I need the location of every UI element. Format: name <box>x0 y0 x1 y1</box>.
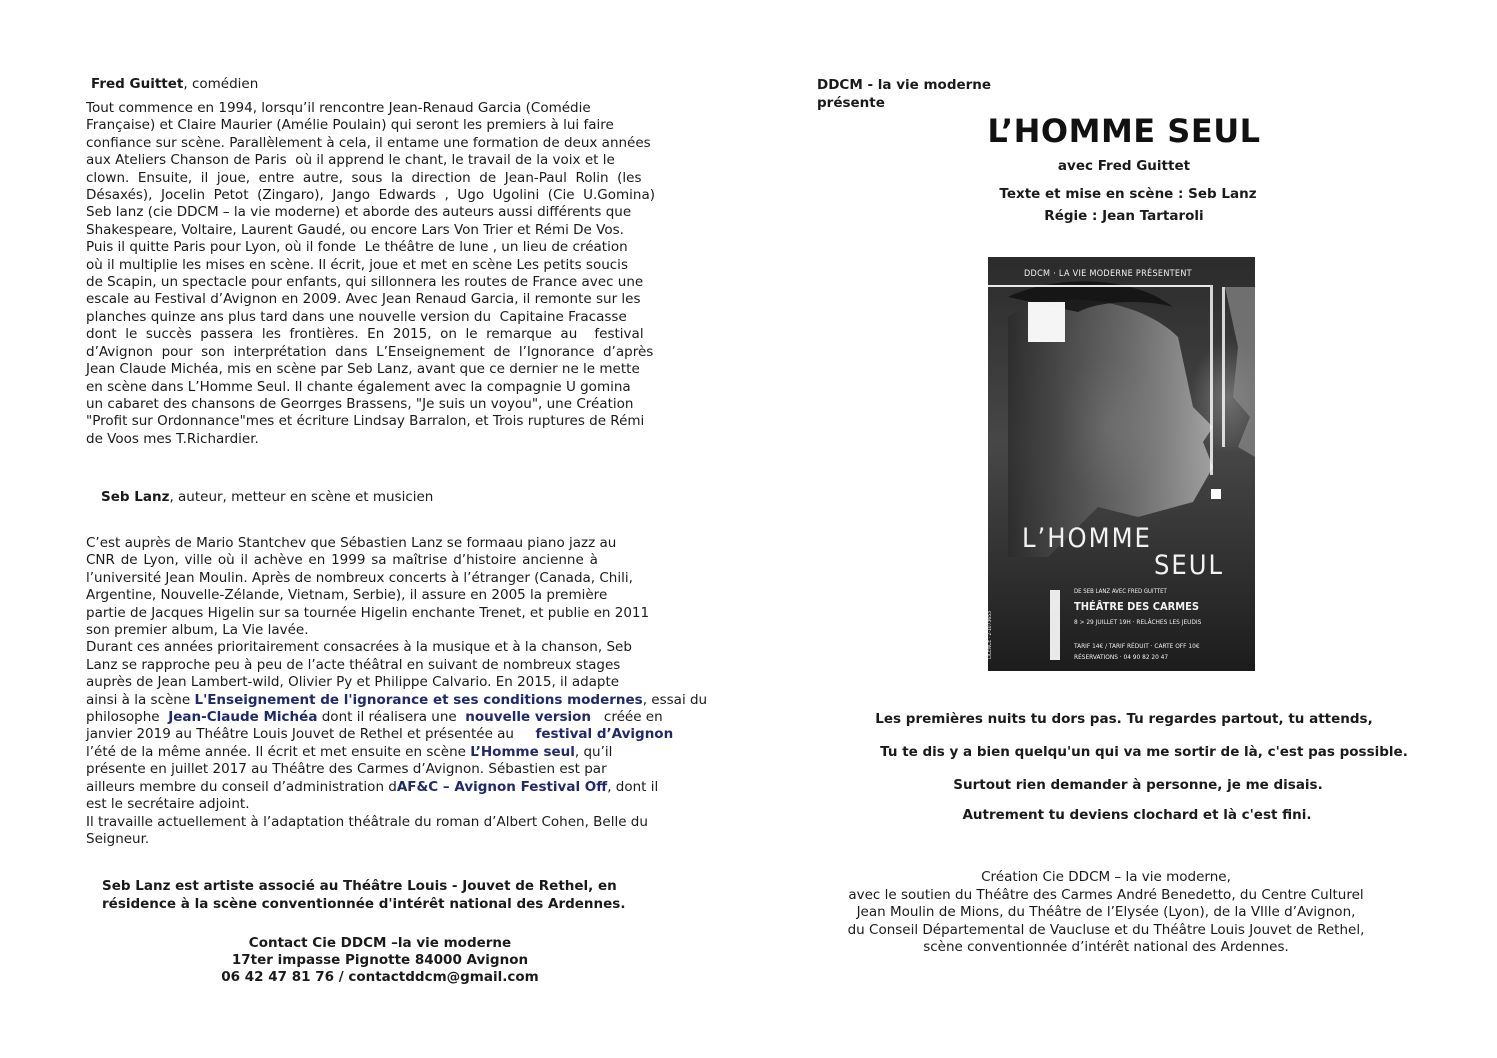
seb-bio-line: Argentine, Nouvelle-Zélande, Vietnam, Serbie), il assure en 2005 la première <box>86 587 608 604</box>
fred-bio <box>86 100 712 448</box>
poster-title-line2: SEUL <box>1154 550 1225 581</box>
fred-heading <box>91 76 258 93</box>
seb-bio-line: est le secrétaire adjoint. <box>86 796 250 813</box>
seb-bio-line: janvier 2019 au Théâtre Louis Jouvet de Rethel et présentée au festival d’Avignon <box>86 726 674 743</box>
fred-bio-line: un cabaret des chansons de Georrges Brassens, "Je suis un voyou", une Création <box>86 395 634 412</box>
seb-heading <box>101 489 433 506</box>
poster-credits: DE SEB LANZ AVEC FRED GUITTET <box>1074 588 1167 595</box>
seb-bio-line: C’est auprès de Mario Stantchev que Sébastien Lanz se formaau piano jazz au <box>86 535 617 551</box>
poster-license: LICENCE · 2-1073653 <box>986 611 993 659</box>
fred-bio-line: en scène dans L’Homme Seul. Il chante également avec la compagnie U gomina <box>86 378 631 395</box>
fred-bio-line: Désaxés), Jocelin Petot (Zingaro), Jango Edwards , Ugo Ugolini (Cie U.Gomina) <box>86 187 656 204</box>
fred-bio-line: aux Ateliers Chanson de Paris où il apprend le chant, le travail de la voix et le <box>86 152 615 169</box>
seb-bio-line: l’été de la même année. Il écrit et met ensuite en scène L’Homme seul, qu’il <box>86 743 613 760</box>
poster-title-line1: L’HOMME <box>1022 523 1152 554</box>
seb-bio-line: présente en juillet 2017 au Théâtre des Carmes d’Avignon. Sébastien est par <box>86 761 607 778</box>
fred-bio-line: escale au Festival d’Avignon en 2009. Avec Jean Renaud Garcia, il remonte sur les <box>86 291 641 308</box>
fred-bio-line: Seb lanz (cie DDCM – la vie moderne) et aborde des auteurs aussi différents que <box>86 204 632 221</box>
seb-bio-line: Il travaille actuellement à l’adaptation théâtrale du roman d’Albert Cohen, Belle du <box>86 813 648 830</box>
quote-line-4: Autrement tu deviens clochard et là c'est fini. <box>962 807 1312 823</box>
fred-bio-line: dont le succès passera les frontières. En 2015, on le remarque au festival <box>86 326 644 343</box>
fred-name: Fred Guittet <box>91 76 184 92</box>
seb-bio-line: CNR de Lyon, ville où il achève en 1999 sa maîtrise d’histoire ancienne à <box>86 552 598 569</box>
seb-bio-line: Lanz se rapproche peu à peu de l’acte théâtral en suivant de nombreux stages <box>86 656 621 673</box>
poster-dates: 8 > 29 JUILLET 19H · RELÂCHES LES JEUDIS <box>1074 618 1202 626</box>
fred-bio-line: d’Avignon pour son interprétation dans L’Enseignement de l’Ignorance d’après <box>86 343 654 360</box>
fred-bio-line: Jean Claude Michéa, mis en scène par Seb Lanz, avant que ce dernier ne le mette <box>86 361 640 378</box>
poster-tarif: TARIF 14€ / TARIF RÉDUIT · CARTE OFF 10€ <box>1074 642 1200 650</box>
seb-bio-line: auprès de Jean Lambert-wild, Olivier Py et Philippe Calvario. En 2015, il adapte <box>86 674 620 691</box>
poster-banner: DDCM · LA VIE MODERNE PRÉSENTENT <box>1024 269 1192 279</box>
link-festival-avignon[interactable]: festival d’Avignon <box>535 726 674 743</box>
fred-bio-line: planches quinze ans plus tard dans une nouvelle version du Capitaine Fracasse <box>86 308 627 325</box>
seb-bio-line: Seigneur. <box>86 830 150 847</box>
contact-phone-email[interactable]: 06 42 47 81 76 / contactddcm@gmail.com <box>221 969 539 985</box>
seb-name: Seb Lanz <box>101 489 170 505</box>
poster-reservations: RÉSERVATIONS · 04 90 82 20 47 <box>1074 653 1169 661</box>
author-director: Texte et mise en scène : Seb Lanz <box>999 186 1257 202</box>
contact-block <box>190 935 570 986</box>
fred-bio-line: Shakespeare, Voltaire, Laurent Gaudé, ou encore Lars Von Trier et Rémi De Vos. <box>86 221 624 238</box>
seb-bio-line: son premier album, La Vie lavée. <box>86 622 309 639</box>
link-af-c-avignon-off[interactable]: AF&C – Avignon Festival Off <box>396 778 608 795</box>
contact-address: 17ter impasse Pignotte 84000 Avignon <box>231 952 529 968</box>
link-enseignement-ignorance[interactable]: L'Enseignement de l'ignorance et ses conditions modernes <box>194 691 643 708</box>
fred-bio-line: Puis il quitte Paris pour Lyon, où il fonde Le théâtre de lune , un lieu de création <box>86 239 628 256</box>
seb-bio-line: ailleurs membre du conseil d’administration dAF&C – Avignon Festival Off, dont il <box>86 778 659 795</box>
link-jean-claude-michea[interactable]: Jean-Claude Michéa <box>168 709 318 726</box>
residency-notice: Seb Lanz est artiste associé au Théâtre Louis - Jouvet de Rethel, en résidence à la scène conventionnée d'intérêt national des Ardennes. <box>102 878 626 912</box>
seb-bio-line: l’université Jean Moulin. Après de nombreux concerts à l’étranger (Canada, Chili, <box>86 569 633 586</box>
link-nouvelle-version[interactable]: nouvelle version <box>465 709 592 726</box>
link-homme-seul[interactable]: L’Homme seul <box>470 743 575 760</box>
seb-bio-line: philosophe Jean-Claude Michéa dont il réalisera une nouvelle version créée en <box>86 709 663 726</box>
fred-bio-line: Tout commence en 1994, lorsqu’il rencontre Jean-Renaud Garcia (Comédie <box>86 100 591 116</box>
fred-bio-line: de Scapin, un spectacle pour enfants, qui sillonnera les routes de France avec une <box>86 274 644 291</box>
fred-bio-line: "Profit sur Ordonnance"mes et écriture Lindsay Barralon, et Trois ruptures de Rémi <box>86 413 645 430</box>
cast-line: avec Fred Guittet <box>1057 158 1191 174</box>
seb-bio-line: ainsi à la scène L'Enseignement de l'ignorance et ses conditions modernes, essai du <box>86 691 708 708</box>
seb-bio-line: Durant ces années prioritairement consacrées à la musique et à la chanson, Seb <box>86 639 632 656</box>
show-title: L’HOMME SEUL <box>987 112 1261 150</box>
show-poster <box>988 257 1255 671</box>
fred-bio-line: où il multiplie les mises en scène. Il écrit, joue et met en scène Les petits soucis <box>86 256 628 273</box>
presenter: DDCM - la vie moderne présente <box>817 77 992 111</box>
seb-bio-line: partie de Jacques Higelin sur sa tournée Higelin enchante Trenet, et publie en 2011 <box>86 604 650 621</box>
contact-company: Contact Cie DDCM –la vie moderne <box>248 935 512 951</box>
fred-bio-line: Française) et Claire Maurier (Amélie Poulain) qui seront les premiers à lui faire <box>86 117 614 134</box>
fred-bio-line: de Voos mes T.Richardier. <box>86 430 259 447</box>
quote-line-1: Les premières nuits tu dors pas. Tu regardes partout, tu attends, <box>875 711 1373 727</box>
quote-line-2: Tu te dis y a bien quelqu'un qui va me sortir de là, c'est pas possible. <box>880 744 1408 760</box>
quote-line-3: Surtout rien demander à personne, je me disais. <box>953 777 1323 793</box>
production-credits: Création Cie DDCM – la vie moderne, avec le soutien du Théâtre des Carmes André Benedetto, du Centre Culturel Jean Moulin de Mions, du Théâtre de l’Elysée (Lyon), de la VIlle d’Avignon, du Conseil Départemental de Vaucluse et du Théâtre Louis Jouvet de Rethel, scène conventionnée d’intérêt national des Ardennes. <box>847 869 1365 956</box>
seb-bio <box>86 535 716 848</box>
stage-manager: Régie : Jean Tartaroli <box>1044 208 1204 224</box>
fred-role: , comédien <box>183 76 259 92</box>
fred-bio-line: clown. Ensuite, il joue, entre autre, sous la direction de Jean-Paul Rolin (les <box>86 169 642 186</box>
seb-role: , auteur, metteur en scène et musicien <box>169 489 434 505</box>
fred-bio-line: confiance sur scène. Parallèlement à cela, il entame une formation de deux années <box>86 134 651 151</box>
poster-venue: THÉÂTRE DES CARMES <box>1074 600 1200 613</box>
